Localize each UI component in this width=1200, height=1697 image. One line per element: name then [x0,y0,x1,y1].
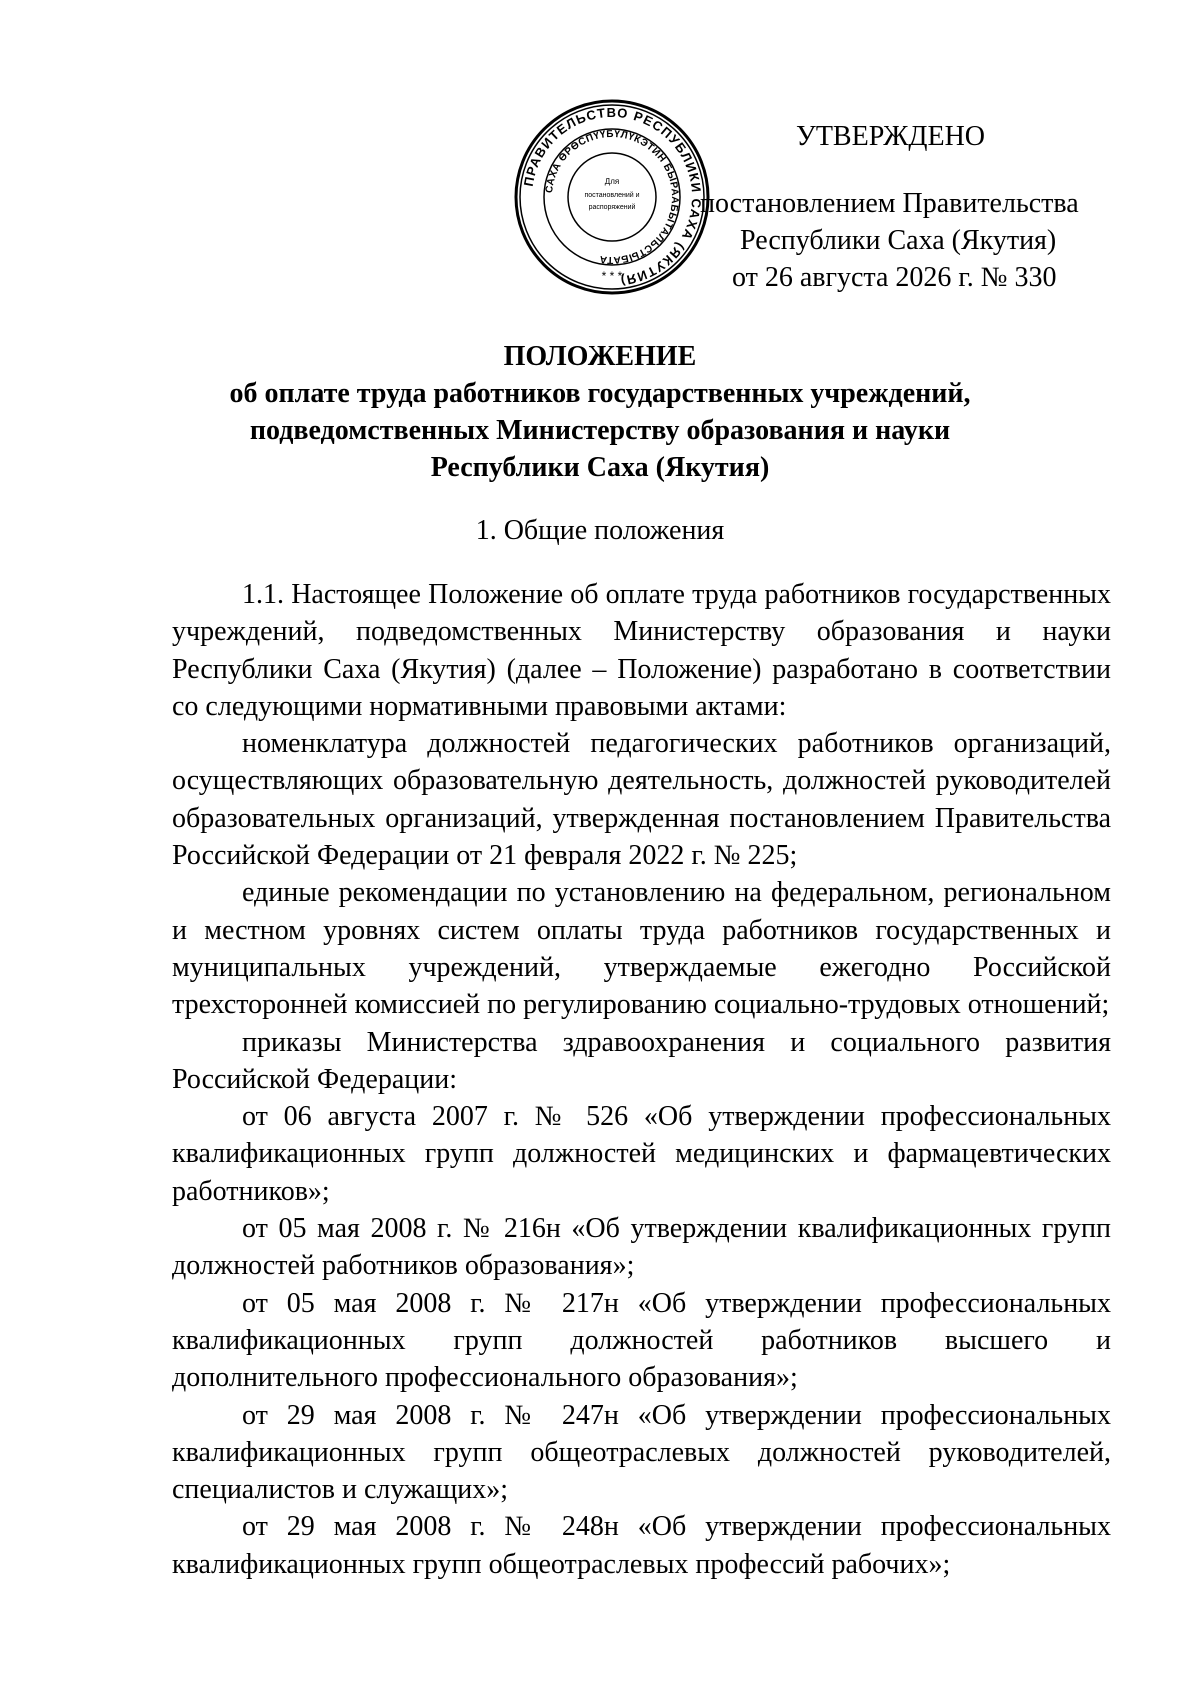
seal-inner-text: САХА ӨРӨСПҮҮБҮЛҮКЭТИН БЫРААБЫТАЛЬСТЫБАТА [544,128,681,266]
paragraph: приказы Министерства здравоохранения и социального развития Российской Федерации: [172,1026,1111,1095]
seal-outer-text: ПРАВИТЕЛЬСТВО РЕСПУБЛИКИ САХА (ЯКУТИЯ) [520,104,705,289]
body-text [172,576,1111,1583]
paragraph: от 29 мая 2008 г. № 247н «Об утверждении профессиональных квалификационных групп общеотраслевых должностей руководителей, специалистов и служащих»; [172,1399,1111,1506]
title-line-1: об оплате труда работников государственных учреждений, [229,378,971,409]
paragraph: от 05 мая 2008 г. № 217н «Об утверждении профессиональных квалификационных групп должностей работников высшего и дополнительного профессионального образования»; [172,1287,1111,1394]
approval-line-2: Республики Саха (Якутия) [740,225,1057,256]
paragraph: от 05 мая 2008 г. № 216н «Об утверждении квалификационных групп должностей работников образования»; [172,1213,1111,1282]
approval-line-3: от 26 августа 2026 г. № 330 [732,262,1057,293]
title-line-2: подведомственных Министерству образования и науки [249,415,951,446]
approval-line-1: постановлением Правительства [700,188,1079,219]
seal-center-line-2: постановлений и [584,192,640,199]
paragraph: номенклатура должностей педагогических работников организаций, осуществляющих образовательную деятельность, должностей руководителей образовательных организаций, утвержденная постановлением Правительства Российской Федерации от 21 февраля 2022 г. № 225; [172,728,1111,872]
title-main: ПОЛОЖЕНИЕ [503,341,697,372]
seal-center-line-3: распоряжений [588,204,636,211]
official-seal [512,97,712,297]
seal-stars: * * * [601,269,623,283]
seal-center-line-1: Для [604,177,620,186]
paragraph: 1.1. Настоящее Положение об оплате труда работников государственных учреждений, подведомственных Министерству образования и науки Республики Саха (Якутия) (далее – Положение) разработано в соответствии со следующими нормативными правовыми актами: [172,579,1111,722]
paragraph: единые рекомендации по установлению на федеральном, региональном и местном уровнях систем оплаты труда работников государственных и муниципальных учреждений, утверждаемые ежегодно Российской трехсторонней комиссией по регулированию социально-трудовых отношений; [172,877,1111,1021]
title-line-3: Республики Саха (Якутия) [430,452,770,483]
document-title [150,338,1050,486]
paragraph: от 06 августа 2007 г. № 526 «Об утверждении профессиональных квалификационных групп должностей медицинских и фармацевтических работников»; [172,1101,1111,1207]
section-heading: 1. Общие положения [475,515,725,546]
approval-heading: УТВЕРЖДЕНО [796,121,986,152]
paragraph: от 29 мая 2008 г. № 248н «Об утверждении профессиональных квалификационных групп общеотраслевых профессий рабочих»; [172,1511,1111,1580]
